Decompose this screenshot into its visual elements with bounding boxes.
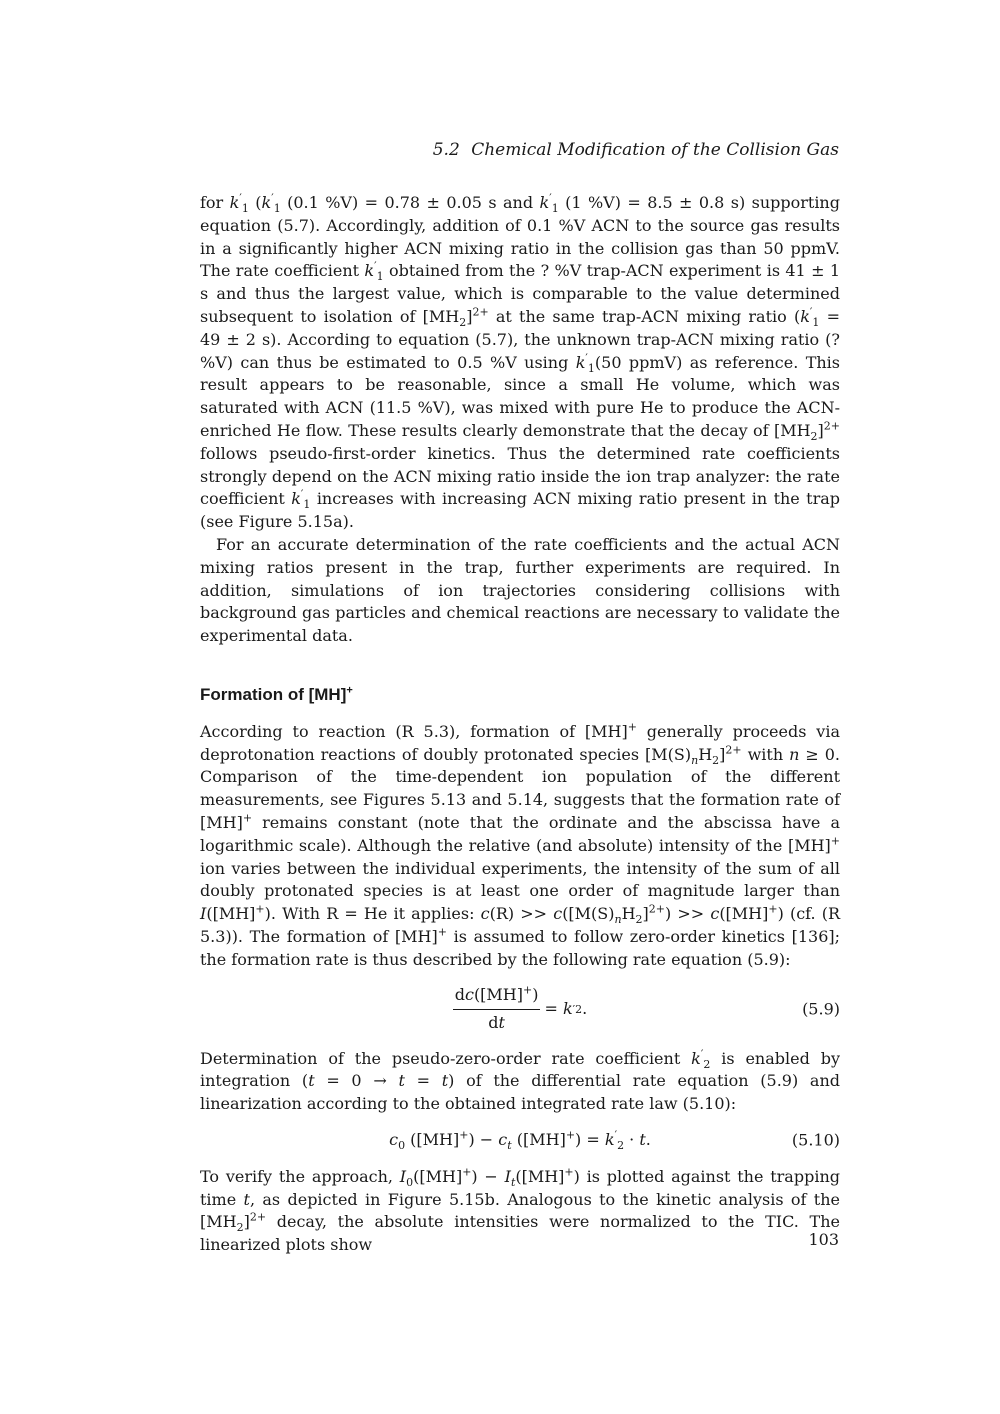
paragraph-5: To verify the approach, $I_0([MH]^+) - I_t([MH]^+)$ is plotted against the trapping time t, as depicted in Figure 5.15b. Analogous to the kinetic analysis of the $[MH_2]^{2+}$ decay, the absolute intensities were normalized to the TIC. The linearized plots show	[200, 1165, 840, 1255]
rate-fraction: $\frac{dc([MH]^+)}{dt}$	[454, 983, 539, 1032]
paragraph-4: Determination of the pseudo-zero-order rate coefficient $k'_2$ is enabled by integration (t = 0 → t = t) of the differential rate equation (5.9) and linearization according to the obtained integrated rate law (5.10):	[200, 1047, 841, 1114]
paragraph-1: for $k'_1$ ($k'_1$ (0.1 %V) = 0.78 ± 0.05 s and $k'_1$ (1 %V) = 8.5 ± 0.8 s) supporting equation (5.7). Accordingly, addition of 0.1 %V ACN to the source gas results in a significantly higher ACN mixing ratio in the collision gas than 50 ppmV. The rate coefficient $k'_1$ obtained from the ? %V trap-ACN experiment is 41 ± 1 s and thus the largest value, which is comparable to the value determined subsequent to isolation of $[MH_2]^{2+}$ at the same trap-ACN mixing ratio ($k'_1 = 49 \pm 2$ s). According to equation (5.7), the unknown trap-ACN mixing ratio (? %V) can thus be estimated to 0.5 %V using $k'_1(50$ ppmV) as reference. This result appears to be reasonable, since a small He volume, which was saturated with ACN (11.5 %V), was mixed with pure He to produce the ACN-enriched He flow. These results clearly demonstrate that the decay of $[MH_2]^{2+}$ follows pseudo-first-order kinetics. Thus the determined rate coefficients strongly depend on the ACN mixing ratio inside the ion trap analyzer: the rate coefficient $k'_1$ increases with increasing ACN mixing ratio present in the trap (see Figure 5.15a).	[200, 191, 841, 532]
equation-5-9: $\frac{dc([MH]^+)}{dt}$ = k ′ 2 . (5.9)	[200, 980, 840, 1040]
equation-number: (5.9)	[802, 999, 840, 1019]
equation-5-10: $c_0$ $([MH]^+) - c_t$ $([MH]^+) = k'_2 \cdot t$. (5.10)	[389, 1129, 840, 1153]
paragraph-3: According to reaction (R 5.3), formation of [MH]+ generally proceeds via deprotonation reactions of doubly protonated species $[M(S)_nH_2]^{2+}$ with n ≥ 0. Comparison of the time-dependent ion population of the different measurements, see Figures 5.13 and 5.14, suggests that the formation rate of [MH]+ remains constant (note that the ordinate and the abscissa have a logarithmic scale). Although the relative (and absolute) intensity of the [MH]+ ion varies between the individual experiments, the intensity of the sum of all doubly protonated species is at least one order of magnitude larger than I([MH]+). With R = He it applies: $c(R) >> c([M(S)_nH_2]^{2+}) >> c([MH]^+)$ (cf. (R 5.3)). The formation of [MH]+ is assumed to follow zero-order kinetics [136]; the formation rate is thus described by the following rate equation (5.9):	[200, 720, 841, 969]
section-heading: Formation of [MH]+	[200, 684, 353, 704]
section-title: Chemical Modification of the Collision Gas	[471, 140, 839, 160]
page-number: 103	[808, 1230, 839, 1249]
equation-number: (5.10)	[791, 1130, 840, 1150]
paragraph-2: For an accurate determination of the rate coefficients and the actual ACN mixing ratios present in the trap, further experiments are required. In addition, simulations of ion trajectories considering collisions with background gas particles and chemical reactions are necessary to validate the experimental data.	[200, 534, 840, 646]
section-number: 5.2	[432, 140, 460, 160]
body-text	[200, 192, 840, 1257]
running-head	[433, 140, 839, 160]
